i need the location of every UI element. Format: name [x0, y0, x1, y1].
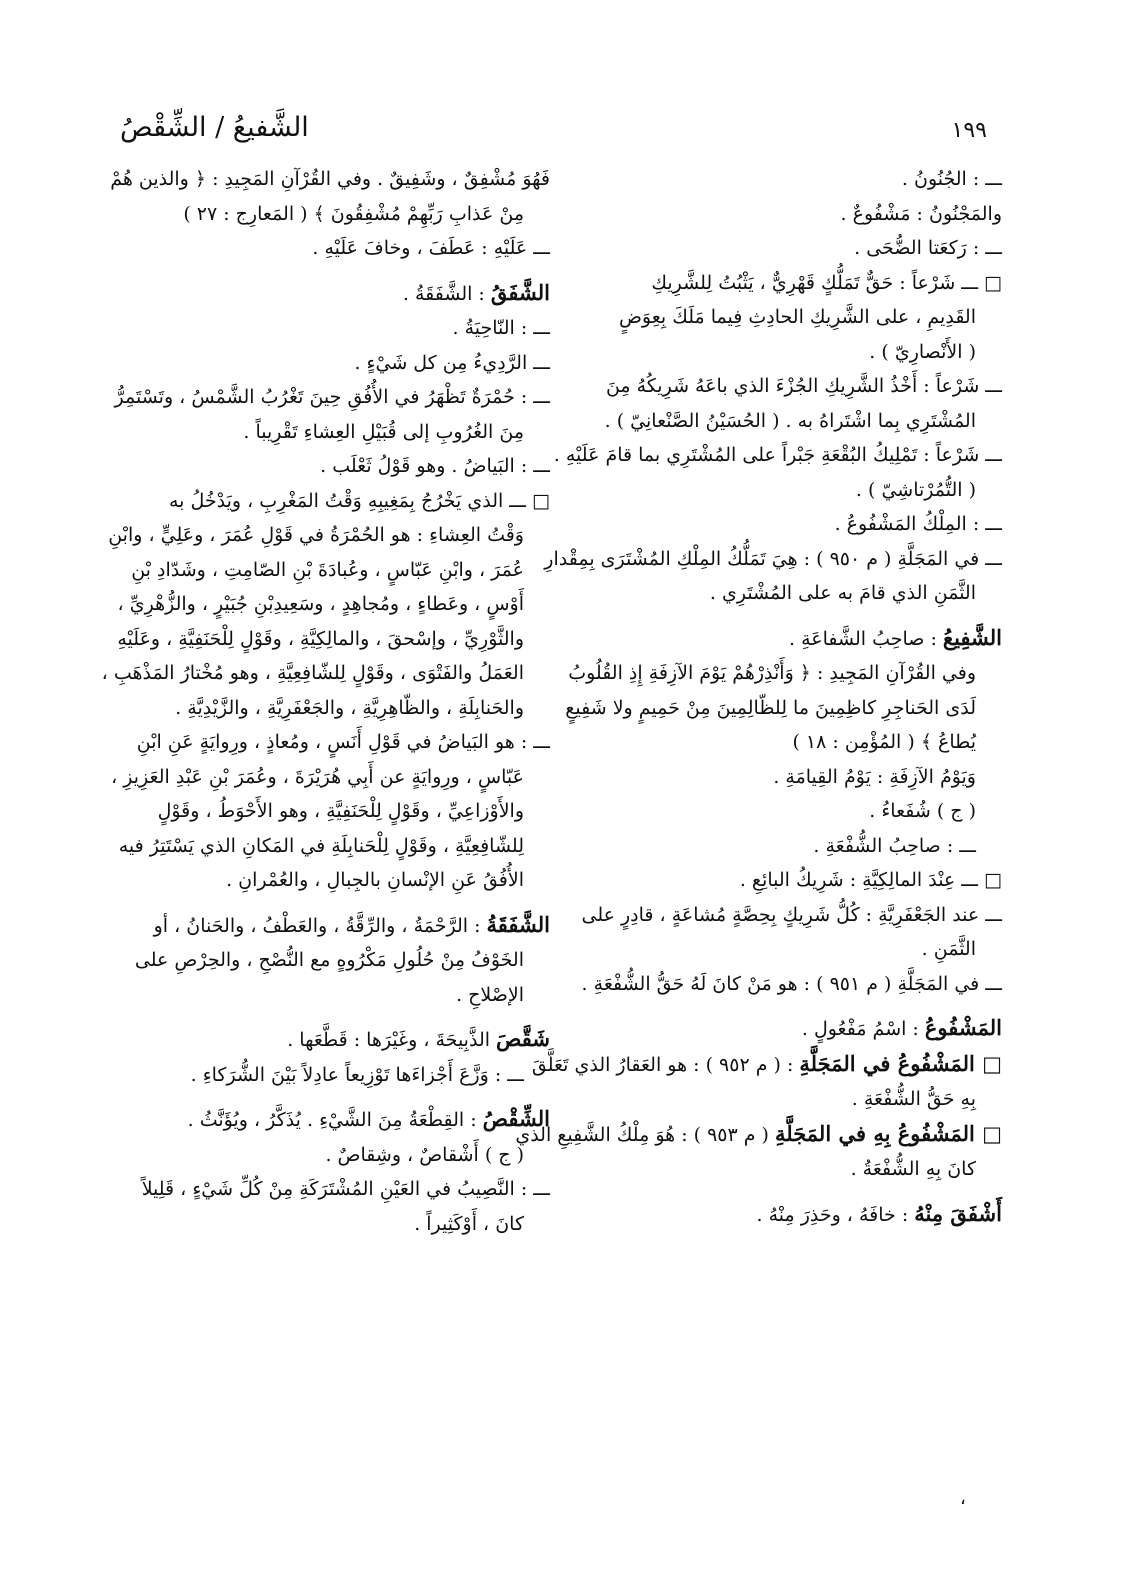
text-line [70, 346, 550, 381]
entry-headword: أَشْفَقَ مِنْهُ [914, 1200, 1002, 1226]
entry-text: : اسْمُ مَفْعُولٍ . [801, 1018, 925, 1040]
text-line [572, 863, 1002, 898]
text-line [572, 162, 1002, 197]
entry-text: ـــ : النَّصِيبُ في العَيْنِ المُشْتَرَكَةِ مِنْ كُلِّ شَيْءٍ ، قَلِيلاً [141, 1178, 550, 1200]
entry-headword: المَشْفُوعُ [924, 1015, 1002, 1040]
text-line [572, 1152, 1002, 1187]
entry-text: أَوْسٍ ، وعَطاءٍ ، ومُجاهِدٍ ، وسَعِيدِبْنِ جُبَيْرٍ ، والزُّهْرِيِّ ، [117, 593, 524, 615]
text-line [572, 576, 1002, 611]
entry-text: ـــ الرَّدِيءُ مِن كل شَيْءٍ . [354, 351, 550, 374]
entry-text: والأَوْزاعِيِّ ، وقَوْلٍ لِلْحَنَفِيَّةِ ، وهو الأَحْوَطُ ، وقَوْلٍ [157, 800, 524, 822]
text-line [70, 197, 550, 232]
text-line [70, 794, 550, 829]
entry-text: ( م ٩٥٣ ) : هُوَ مِلْكُ الشَّفِيعِ الذي [515, 1123, 776, 1146]
entry-text: مِنَ الغُرُوبِ إلى قُبَيْلِ العِشاءِ تَقْرِيباً . [243, 420, 524, 443]
text-line [70, 1022, 550, 1058]
text-line [70, 231, 550, 266]
entry-text: والحَنابِلَةِ ، والظّاهِرِيَّةِ ، والجَعْفَرِيَّةِ ، والزَّيْدِيَّةِ . [175, 696, 524, 719]
text-line [572, 300, 1002, 335]
entry-text: : الشَّفَقَةُ . [402, 282, 491, 305]
entry-text: والمَجْنُونُ : مَشْفُوعٌ . [840, 202, 1002, 225]
entry-text: ـــ شَرْعاً : أَخْذُ الشَّرِيكِ الجُزْءَ الذي باعَهُ شَرِيكُهُ مِنَ [605, 375, 1002, 397]
text-line [572, 898, 1002, 933]
entry-text: وَيَوْمُ الآزِفَةِ : يَوْمُ القِيامَةِ . [773, 765, 976, 788]
entry-text: ـــ شَرْعاً : تَمْلِيكُ البُقْعَةِ جَبْراً على المُشْتَرِي بما قامَ عَلَيْهِ . [553, 444, 1002, 466]
text-line [572, 473, 1002, 508]
entry-text: بِهِ حَقُّ الشُّفْعَةِ . [851, 1088, 976, 1110]
text-line [572, 1082, 1002, 1117]
entry-text: : الرَّحْمَةُ ، والرِّقَّةُ ، والعَطْفُ ، والحَنانُ ، أو [153, 914, 487, 937]
text-line [70, 943, 550, 978]
text-line [70, 1172, 550, 1207]
entry-text: ـــ : المِلْكُ المَشْفُوعُ . [834, 513, 1002, 535]
footer-mark: ، [960, 1488, 966, 1509]
text-line [70, 691, 550, 726]
text-line [70, 415, 550, 450]
entry-text: الأُفُقُ عَنِ الإنْسانِ بالجِبالِ ، والعُمْرانِ . [226, 869, 524, 891]
text-line [572, 829, 1002, 864]
text-line [572, 760, 1002, 795]
text-line [572, 1011, 1002, 1047]
entry-text: ـــ : البَياضُ . وهو قَوْلُ ثَعْلَب . [320, 455, 550, 477]
entry-text: ( التُّمُرْتاشِيّ ) . [855, 478, 976, 501]
entry-text: ( الأَنْصارِيّ ) . [869, 340, 976, 363]
text-line [70, 829, 550, 864]
text-line [572, 335, 1002, 370]
text-line [70, 725, 550, 760]
text-line [70, 484, 550, 519]
text-line [572, 621, 1002, 657]
entry-text: ـــ في المَجَلَّةِ ( م ٩٥٠ ) : هِيَ تَمَلُّكُ المِلْكِ المُشْتَرَى بِمِقْدارِ [544, 547, 1002, 570]
text-line [572, 967, 1002, 1002]
entry-text: ـــ : وَزَّعَ أَجْزاءَها تَوْزِيعاً عادِلاً بَيْنَ الشُّرَكاءِ . [190, 1063, 524, 1086]
entry-text: لِلشّافِعِيَّةِ ، وقَوْلٍ لِلْحَنابِلَةِ في المَكانِ الذي يَسْتَتِرُ فيه [118, 834, 524, 857]
entry-text: : القِطْعَةُ مِنَ الشَّيْءِ . يُذَكَّرُ ، ويُؤَنَّثُ . [187, 1109, 483, 1131]
text-line [70, 1207, 550, 1242]
entry-text: الثَّمَنِ . [921, 938, 976, 960]
entry-headword: الشَّفَقَةُ [486, 911, 550, 937]
text-line [565, 691, 1002, 726]
text-line [572, 794, 1002, 829]
entry-text: ـــ : النّاحِيَةُ . [452, 317, 550, 339]
entry-headword: الشِّقْصُ [482, 1106, 550, 1131]
text-line [553, 438, 1002, 473]
text-line [70, 518, 550, 553]
text-line [70, 1138, 550, 1173]
text-line [70, 162, 550, 197]
text-line [70, 863, 550, 898]
text-line [70, 656, 550, 691]
entry-text: القَدِيمِ ، على الشَّرِيكِ الحادِثِ فِيما مَلَكَ بِعِوَضٍ [618, 306, 976, 328]
text-line [572, 197, 1002, 232]
page-title: الشَّفيعُ / الشِّقْصُ [120, 112, 309, 143]
entry-text: ( ج ) أَشْقاصٌ ، وشِقاصٌ . [325, 1143, 524, 1166]
entry-text: مِنْ عَذابِ رَبِّهِمْ مُشْفِقُونَ ﴾ ( المَعارِج : ٢٧ ) [183, 202, 524, 225]
text-line [70, 622, 550, 657]
left-column [70, 162, 550, 1241]
text-line [70, 380, 550, 415]
entry-text: والثَّوْرِيِّ ، وإسْحقَ ، والمالِكِيَّةِ ، وقَوْلٍ لِلْحَنَفِيَّةِ ، وعَلَيْهِ [117, 627, 524, 650]
entry-text: : صاحِبُ الشَّفاعَةِ . [789, 627, 943, 650]
entry-text: العَمَلُ والفَتْوَى ، وقَوْلٍ لِلشّافِعِيَّةِ ، وهو مُخْتارُ المَذْهَبِ ، [101, 662, 524, 684]
text-line [70, 449, 550, 484]
entry-text: يُطاعُ ﴾ ( المُؤْمِن : ١٨ ) [792, 731, 976, 753]
entry-headword: شَقَّصَ [496, 1026, 550, 1051]
text-line [70, 587, 550, 622]
text-line [515, 1117, 1002, 1153]
entry-text: ( ج ) شُفَعاءُ . [869, 800, 976, 822]
entry-text: كانَ ، أَوْكَثِيراً . [414, 1212, 524, 1235]
text-line [70, 1102, 550, 1138]
entry-text: وفي القُرْآنِ المَجِيدِ : ﴿ وَأَنْذِرْهُمْ يَوْمَ الآزِفَةِ إِذِ القُلُوبُ [568, 662, 976, 684]
entry-text: كانَ بِهِ الشُّفْعَةُ . [850, 1158, 976, 1180]
entry-text: فَهُوَ مُشْفِقٌ ، وشَفِيقٌ . وفي القُرْآنِ المَجِيدِ : ﴿ والذين هُمْ [110, 168, 550, 190]
entry-text: الخَوْفُ مِنْ حُلُولِ مَكْرُوهٍ مع النُّصْحِ ، والحِرْصِ على [134, 949, 524, 971]
entry-text: لَدَى الحَناجِرِ كاظِمِينَ ما لِلظّالِمِينَ مِنْ حَمِيمٍ ولا شَفِيعٍ [565, 696, 976, 719]
text-line [70, 908, 550, 944]
text-line [70, 311, 550, 346]
text-line [572, 231, 1002, 266]
entry-headword: الشَّفِيعُ [942, 624, 1002, 650]
text-line [70, 760, 550, 795]
text-line [568, 656, 1002, 691]
entry-text: ـــ : رَكعَتا الضُّحَى . [854, 237, 1002, 259]
entry-text: الذَّبِيحَةَ ، وغَيْرَها : قَطَّعَها . [287, 1029, 497, 1051]
entry-text: ـــ : حُمْرَةٌ تَظْهَرُ في الأُفُقِ حِينَ تَغْرُبُ الشَّمْسُ ، وتَسْتَمِرُّ [114, 386, 550, 408]
text-line [572, 725, 1002, 760]
text-line [572, 369, 1002, 404]
entry-headword: □ المَشْفُوعُ في المَجَلَّةِ [799, 1050, 1002, 1076]
entry-text: المُشْتَرِي بِما اشْتَراهُ به . ( الحُسَيْنُ الصَّنْعانِيّ ) . [604, 409, 976, 432]
text-line [70, 1058, 550, 1093]
entry-text: عَبّاسٍ ، ورِوايَةٍ عن أَبِي هُرَيْرَةَ ، وعُمَرَ بْنِ عَبْدِ العَزِيزِ ، [111, 765, 524, 788]
entry-text: □ ـــ الذي يَخْرُجُ بِمَغِيبِهِ وَقْتُ المَغْرِبِ ، ويَدْخُلُ به [169, 489, 550, 512]
entry-text: : خافَهُ ، وحَذِرَ مِنْهُ . [756, 1203, 915, 1226]
text-line [544, 542, 1002, 577]
entry-text: ـــ : صاحِبُ الشُّفْعَةِ . [813, 834, 976, 857]
entry-text: ـــ : هو البَياضُ في قَوْلِ أَنَسٍ ، ومُعاذٍ ، ورِوايَةٍ عَنِ ابْنِ [136, 731, 550, 753]
text-line [70, 276, 550, 312]
page-number: ١٩٩ [951, 118, 987, 143]
entry-text: □ ـــ عِنْدَ المالِكِيَّةِ : شَرِيكُ البائِعِ . [739, 869, 1002, 891]
text-line [70, 978, 550, 1013]
text-line [531, 1047, 1002, 1083]
entry-text: ـــ في المَجَلَّةِ ( م ٩٥١ ) : هو مَنْ كانَ لَهُ حَقُّ الشُّفْعَةِ . [581, 972, 1002, 995]
text-line [572, 507, 1002, 542]
entry-headword: □ المَشْفُوعُ بِهِ في المَجَلَّةِ [775, 1120, 1002, 1146]
text-line [572, 266, 1002, 301]
entry-text: ـــ : الجُنُونُ . [901, 168, 1002, 190]
entry-text: ـــ عند الجَعْفَرِيَّةِ : كُلُّ شَرِيكٍ بِحِصَّةٍ مُشاعَةٍ ، قادِرٍ على [581, 903, 1002, 926]
text-line [572, 932, 1002, 967]
text-line [70, 553, 550, 588]
text-line [572, 404, 1002, 439]
entry-text: : ( م ٩٥٢ ) : هو العَقارُ الذي تَعَلَّقَ [531, 1053, 800, 1076]
entry-text: عُمَرَ ، وابْنِ عَبّاسٍ ، وعُبادَةَ بْنِ الصّامِتِ ، وشَدّادِ بْنِ [131, 558, 524, 581]
text-line [572, 1197, 1002, 1233]
entry-headword: الشَّفَقُ [490, 279, 550, 305]
entry-text: ـــ عَلَيْهِ : عَطَفَ ، وخافَ عَلَيْهِ . [312, 237, 550, 259]
entry-text: □ ـــ شَرْعاً : حَقٌّ تَمَلُّكٍ قَهْرِيٌّ ، يَثْبُتُ لِلشَّرِيكِ [651, 271, 1002, 294]
entry-text: وَقْتُ العِشاءِ : هو الحُمْرَةُ في قَوْلِ عُمَرَ ، وعَلِيٍّ ، وابْنِ [108, 524, 524, 546]
entry-text: الإصْلاحِ . [456, 983, 524, 1006]
page-header [0, 112, 1127, 156]
entry-text: الثَّمَنِ الذي قامَ به على المُشْتَرِي . [709, 582, 976, 604]
